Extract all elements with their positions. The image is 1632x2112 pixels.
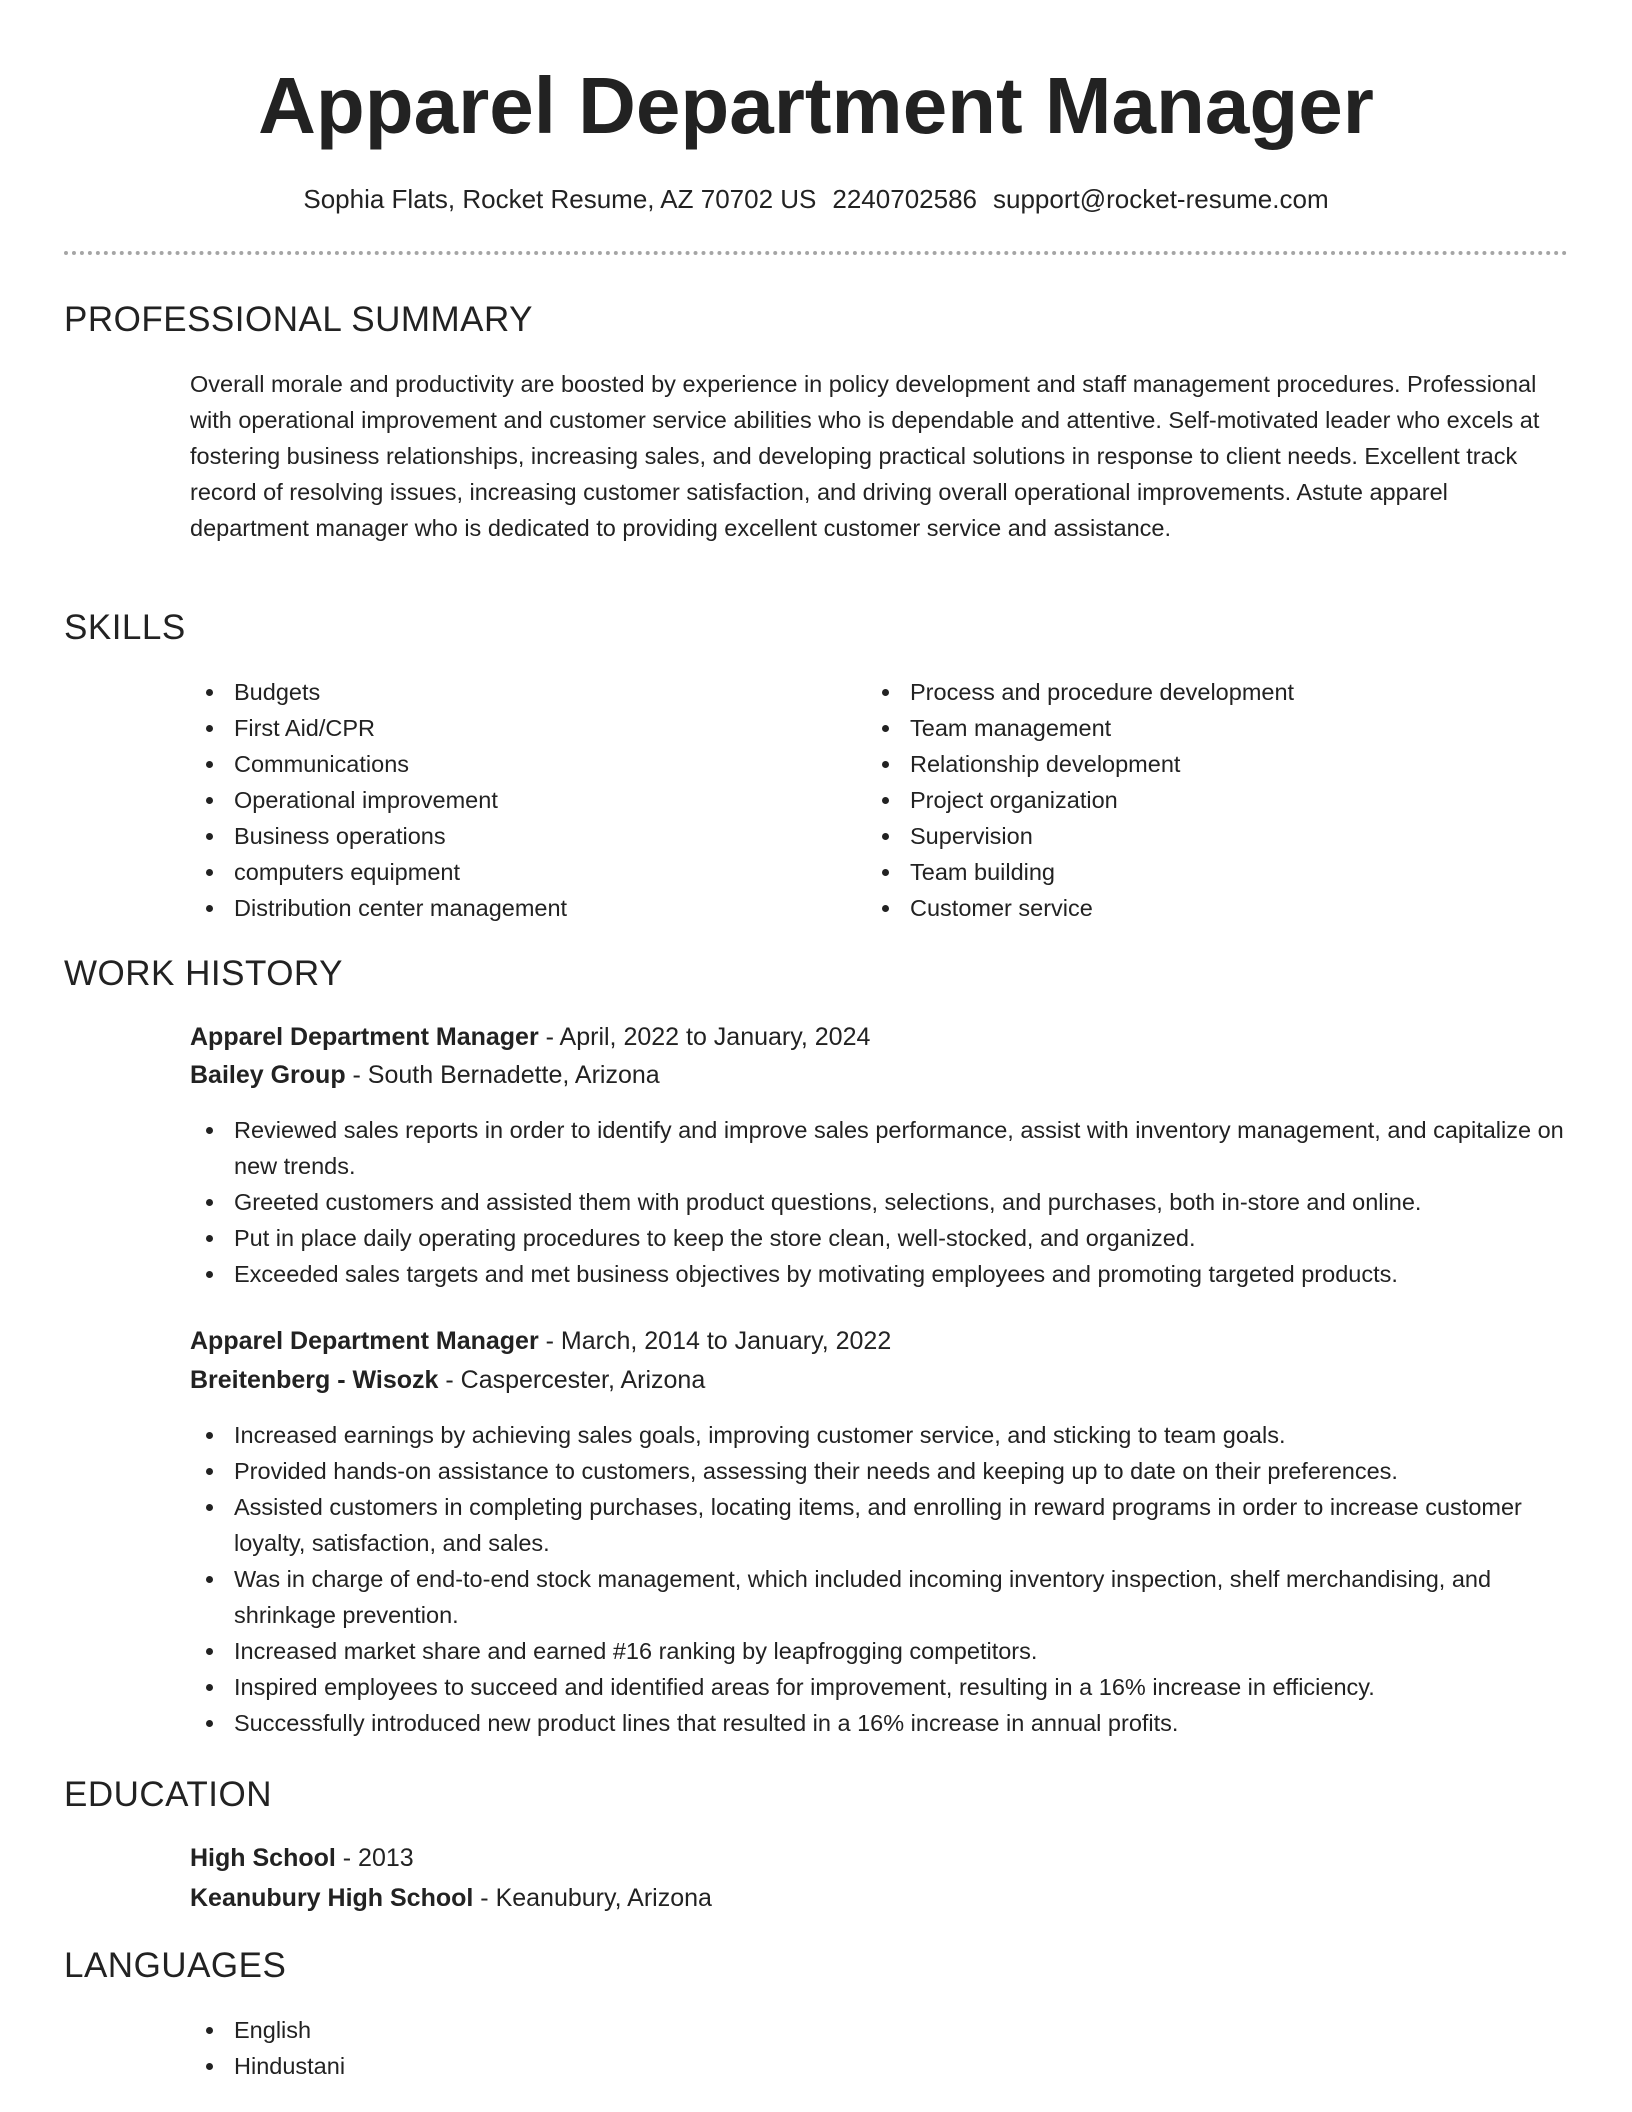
skill-item: Supervision [866,818,1566,854]
job-2-bullets [190,1417,1570,1741]
job-bullet: Increased market share and earned #16 ranking by leapfrogging competitors. [190,1633,1570,1669]
language-item: English [190,2012,890,2048]
job-bullet: Assisted customers in completing purchases, locating items, and enrolling in reward programs in order to increase customer loyalty, satisfaction, and sales. [190,1489,1570,1561]
job-bullet: Exceeded sales targets and met business objectives by motivating employees and promoting targeted products. [190,1256,1570,1292]
contact-phone: 2240702586 [832,184,977,214]
job-dates: - March, 2014 to January, 2022 [538,1327,892,1355]
job-1-company-line [190,1057,660,1093]
job-bullet: Provided hands-on assistance to customers, assessing their needs and keeping up to date on their preferences. [190,1453,1570,1489]
languages-heading: LANGUAGES [64,1946,287,1985]
job-2-title-line [190,1323,891,1359]
job-1-title-line [190,1019,870,1055]
job-position: Apparel Department Manager [190,1023,539,1051]
job-position: Apparel Department Manager [190,1327,539,1355]
skill-item: Team management [866,710,1566,746]
skill-item: Project organization [866,782,1566,818]
job-bullet: Put in place daily operating procedures to keep the store clean, well-stocked, and organized. [190,1220,1570,1256]
skill-item: Customer service [866,890,1566,926]
languages-list [190,2012,890,2084]
contact-email: support@rocket-resume.com [993,184,1329,214]
job-bullet: Successfully introduced new product lines that resulted in a 16% increase in annual profits. [190,1705,1570,1741]
job-bullet: Increased earnings by achieving sales goals, improving customer service, and sticking to team goals. [190,1417,1570,1453]
skill-item: Communications [190,746,830,782]
education-degree-line [190,1840,414,1876]
skills-list-left [190,674,830,926]
education-location: - Keanubury, Arizona [473,1884,712,1912]
job-company: Breitenberg - Wisozk [190,1366,439,1394]
language-item: Hindustani [190,2048,890,2084]
education-school: Keanubury High School [190,1884,474,1912]
education-school-line [190,1880,712,1916]
job-1-bullets [190,1112,1570,1292]
skill-item: Budgets [190,674,830,710]
job-company: Bailey Group [190,1061,346,1089]
skill-item: Business operations [190,818,830,854]
job-bullet: Inspired employees to succeed and identified areas for improvement, resulting in a 16% increase in efficiency. [190,1669,1570,1705]
candidate-name: Apparel Department Manager [258,61,1374,150]
work-history-heading: WORK HISTORY [64,954,343,993]
job-bullet: Greeted customers and assisted them with product questions, selections, and purchases, both in-store and online. [190,1184,1570,1220]
job-2-company-line [190,1362,705,1398]
skill-item: Process and procedure development [866,674,1566,710]
job-dates: - April, 2022 to January, 2024 [538,1023,871,1051]
header-divider [64,251,1568,255]
education-heading: EDUCATION [64,1775,273,1814]
contact-line [0,182,1632,216]
skill-item: Team building [866,854,1566,890]
job-location: - South Bernadette, Arizona [345,1061,660,1089]
skills-heading: SKILLS [64,608,186,647]
job-location: - Caspercester, Arizona [438,1366,706,1394]
skill-item: Distribution center management [190,890,830,926]
skill-item: Operational improvement [190,782,830,818]
education-degree: High School [190,1844,336,1872]
summary-text: Overall morale and productivity are boosted by experience in policy development and staff management procedures. Professional with operational improvement and customer service abilities who is dependable and attentive. Self-motivated leader who excels at fostering business relationships, increasing sales, and developing practical solutions in response to client needs. Excellent track record of resolving issues, increasing customer satisfaction, and driving overall operational improvements. Astute apparel department manager who is dedicated to providing excellent customer service and assistance. [190,371,1540,541]
summary-heading: PROFESSIONAL SUMMARY [64,300,533,339]
contact-address: Sophia Flats, Rocket Resume, AZ 70702 US [303,184,817,214]
skill-item: Relationship development [866,746,1566,782]
skill-item: First Aid/CPR [190,710,830,746]
job-bullet: Was in charge of end-to-end stock management, which included incoming inventory inspection, shelf merchandising, and shrinkage prevention. [190,1561,1570,1633]
education-year: - 2013 [335,1844,414,1872]
skill-item: computers equipment [190,854,830,890]
job-bullet: Reviewed sales reports in order to identify and improve sales performance, assist with inventory management, and capitalize on new trends. [190,1112,1570,1184]
skills-list-right [866,674,1566,926]
